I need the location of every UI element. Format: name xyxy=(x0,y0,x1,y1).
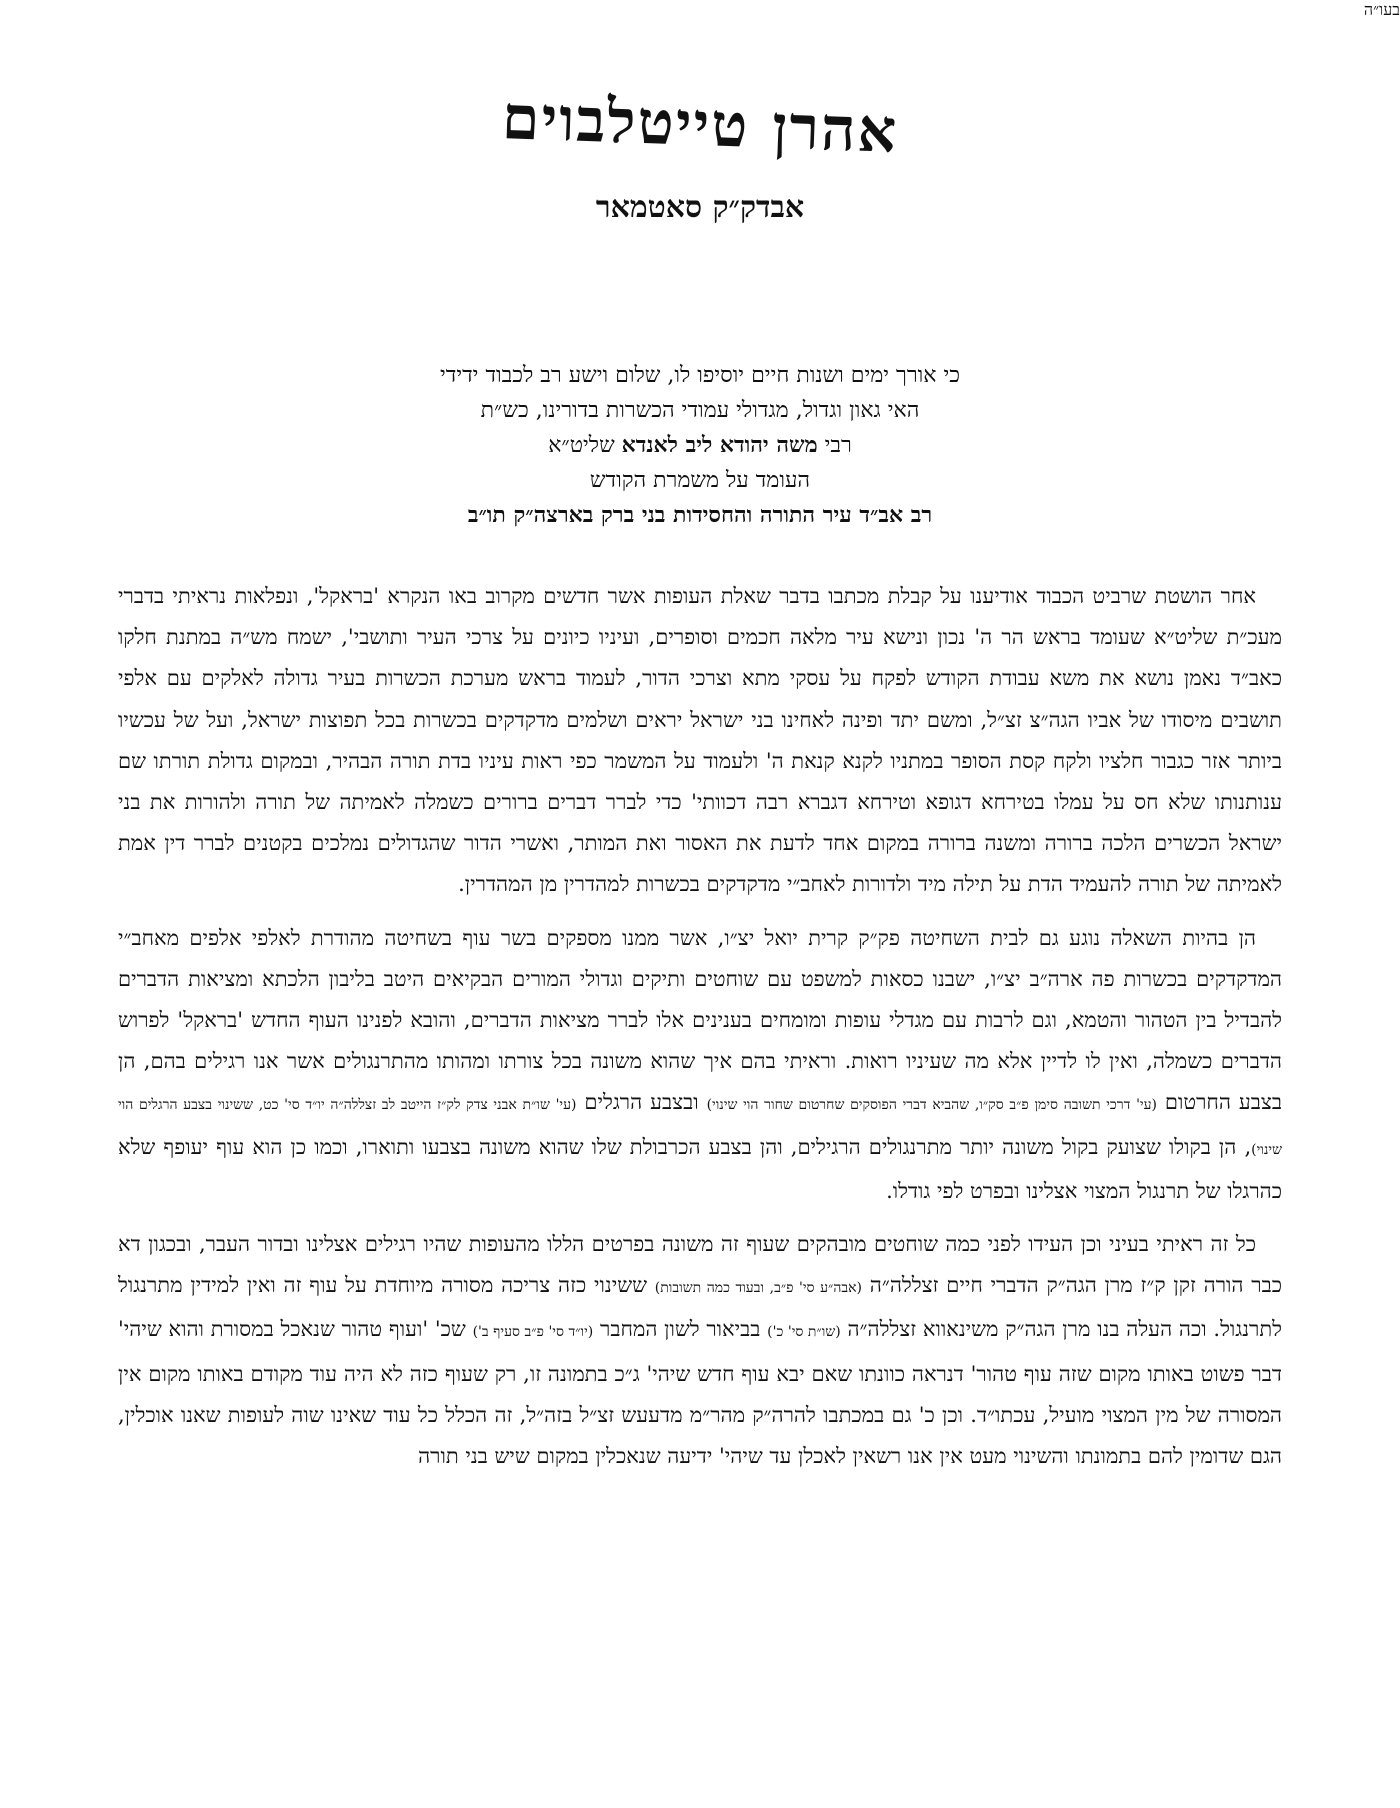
letter-body xyxy=(118,576,1282,1489)
footnote-3: (אבה״ע סי' פ״ב, ובעוד כמה תשובות) xyxy=(654,1280,862,1297)
paragraph-2-main: הן בהיות השאלה נוגע גם לבית השחיטה פק״ק קרית יואל יצ״ו, אשר ממנו מספקים בשר עוף בשחיטה מהודרת לאלפי אלפים מאחב״י המדקדקים בכשרות פה ארה״ב יצ״ו, ישבנו כסאות למשפט עם שוחטים ותיקים וגדולי המורים הבקיאים היטב בליבון הלכתא ומציאות הדברים להבדיל בין הטהור והטמא, וגם לרבות עם מגדלי עופות ומומחים בענינים אלו לברר מציאות הדברים, והובא לפנינו העוף החדש 'בראקל' לפרוש הדברים כשמלה, ואין לו לדיין אלא מה שעיניו רואות. וראיתי בהם איך שהוא משונה בכל צורתו ומהותו מהתרנגולים אשר אנו רגילים בהם, הן בצבע החרטום xyxy=(118,925,1282,1115)
address-line-1: כי אורך ימים ושנות חיים יוסיפו לו, שלום וישע רב לכבוד ידידי xyxy=(439,363,961,388)
address-line-3-suffix: שליט״א xyxy=(548,433,615,458)
paragraph-3-d: שכ' 'ועוף טהור שנאכל במסורת והוא שיהי' דבר פשוט באותו מקום שזה עוף טהור' דנראה כוונתו שאם יבא עוף חדש שיהי' ג״כ בתמונה זו, רק שעוף כזה לא היה עוד מקודם באותו מקום אין המסורה של מין המצוי מועיל, עכתו״ד. וכן כ' גם במכתבו להרה״ק מהר״מ מדעעש זצ״ל בזה״ל, זה הכלל כל עוד שאינו שוה לעופות שאנו אוכלין, הגם שדומין להם בתמונתו והשינוי מעט אין אנו רשאין לאכלן עד שיהי' ידיעה שנאכלין במקום שיש בני תורה xyxy=(118,1317,1282,1469)
bsd-mark: בעו״ה xyxy=(1363,0,1400,19)
recipient-name: משה יהודא ליב לאנדא xyxy=(621,432,818,458)
address-line-3 xyxy=(150,428,1250,463)
paragraph-3-c: בביאור לשון המחבר xyxy=(600,1317,761,1342)
footnote-4: (שו״ת סי' כ') xyxy=(767,1324,841,1341)
letterhead xyxy=(0,83,1400,225)
footnote-1: (עי' דרכי תשובה סימן פ״ב סק״ו, שהביא דברי הפוסקים שחרטום שחור הוי שינוי) xyxy=(706,1097,1157,1114)
address-line-5: רב אב״ד עיר התורה והחסידות בני ברק בארצה״ק תו״ב xyxy=(467,502,933,528)
address-line-3-prefix: רבי xyxy=(824,433,852,458)
paragraph-3-a: כל זה ראיתי בעיני וכן העידו לפני כמה שוחטים מובהקים שעוף זה משונה בפרטים הללו מהעופות שהיו רגילים אצלינו ובדור העבר, ובכגון דא כבר הורה זקן ק״ז מרן הגה״ק הדברי חיים זצללה״ה xyxy=(118,1232,1282,1298)
footnote-2: (עי' שו״ת אבני צדק לק״ז הייטב לב זצללה״ה יו״ד סי' כט, ששינוי בצבע הרגלים הוי שינוי) xyxy=(118,1097,1282,1158)
paragraph-1: אחר הושטת שרביט הכבוד אודיענו על קבלת מכתבו בדבר שאלת העופות אשר חדשים מקרוב באו הנקרא 'בראקל', ונפלאות נראיתי בדברי מעכ״ת שליט״א שעומד בראש הר ה' נכון ונישא עיר מלאה חכמים וסופרים, ועיניו כיונים על צרכי העיר ותושבי', ישמח מש״ה במתנת חלקו כאב״ד נאמן נושא את משא עבודת הקודש לפקח על עסקי מתא וצרכי הדור, לעמוד בראש מערכת הכשרות בעיר גדולה לאלקים עם אלפי תושבים מיסודו של אביו הגה״צ זצ״ל, ומשם יתד ופינה לאחינו בני ישראל יראים ושלמים מדקדקים בכשרות בכל תפוצות ישראל, ועל של עכשיו ביותר אזר כגבור חלציו ולקח קסת הסופר במתניו לקנא קנאת ה' ולעמוד על המשמר כפי ראות עיניו בדת תורה הבהיר, ובמקום גדולת תורתו שם ענותנותו שלא חס על עמלו בטירחא דגופא וטירחא דגברא רבה דכוותי' כדי לברר דברים ברורים כשמלה לאמיתה של תורה ולהורות את בני ישראל הכשרים הלכה ברורה ומשנה ברורה במקום אחד לדעת את האסור ואת המותר, ואשרי הדור שהגדולים נמלכים בקטנים לברר דין אמת לאמיתה של תורה להעמיד הדת על תילה מיד ולדורות לאחב״י מדקדקים בכשרות למהדרין מן המהדרין. xyxy=(118,584,1282,897)
paragraph-2 xyxy=(118,918,1282,1212)
address-line-4: העומד על משמרת הקודש xyxy=(589,468,811,493)
paragraph-3-b: ששינוי כזה צריכה מסורה מיוחדת על עוף זה ואין למידין מתרנגול לתרנגול. וכה העלה בנו מרן הגה״ק משינאווא זצללה״ה xyxy=(118,1273,1282,1342)
paragraph-2-end: , הן בקולו שצועק בקול משונה יותר מתרנגולים הרגילים, והן בצבע הכרבולת שלו שהוא משונה בצבעו ותוארו, וכמו כן הוא עוף יעופף שלא כהרגלו של תרנגול המצוי אצלינו ובפרט לפי גודלו. xyxy=(118,1134,1282,1203)
letterhead-title: אבדק״ק סאטמאר xyxy=(595,190,805,225)
address-line-2: האי גאון וגדול, מגדולי עמודי הכשרות בדורינו, כש״ת xyxy=(480,398,920,423)
footnote-5: (יו״ד סי' פ״ב סעיף ב') xyxy=(472,1324,594,1341)
address-block xyxy=(150,358,1250,533)
letterhead-name: אהרן טייטלבוים xyxy=(500,83,900,167)
paragraph-3 xyxy=(118,1224,1282,1477)
paragraph-2-mid: ובצבע הרגלים xyxy=(584,1090,699,1115)
